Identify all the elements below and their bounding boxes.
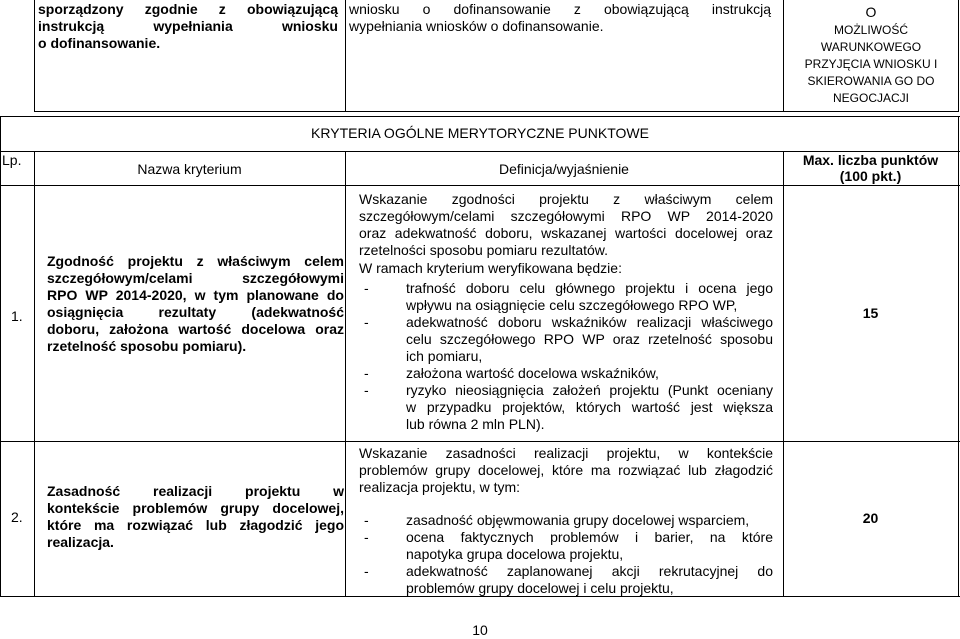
text-line: NEGOCJACJI [832, 91, 909, 105]
grid-line [345, 0, 346, 111]
list-item [359, 529, 773, 563]
text-line: rzetelności sposobu pomiaru rezultatów. [359, 242, 609, 258]
top-cell-2 [349, 1, 771, 35]
grid-line [0, 441, 960, 442]
text-line: w przypadku projektów, których wartość jest większa [406, 399, 773, 415]
header-definition: Definicja/wyjaśnienie [499, 161, 629, 177]
list-item [359, 382, 773, 433]
list-item [359, 365, 773, 382]
text-line: szczegółowym/celami szczegółowymi [47, 270, 344, 286]
header-max-line: (100 pkt.) [839, 168, 902, 184]
text-line: problemów grupy docelowej, które ma rozwiązać lub złagodzić [359, 462, 773, 478]
row-1-definition [359, 191, 773, 433]
dash-marker: - [364, 529, 369, 545]
text-line: zasadność objęwmowania grupy docelowej wsparciem, [406, 512, 750, 528]
dash-marker: - [364, 280, 369, 296]
text-line: wniosku o dofinansowanie z obowiązującą instrukcją [349, 1, 771, 17]
section-title: KRYTERIA OGÓLNE MERYTORYCZNE PUNKTOWE [311, 125, 649, 141]
text-line: kontekście problemów grupy docelowej, [47, 500, 344, 516]
grid-line [0, 116, 960, 117]
text-line: O [865, 4, 877, 20]
text-line: sporządzony zgodnie z obowiązującą [38, 1, 338, 17]
text-line: napotyka grupa docelowa projektu, [406, 546, 624, 562]
list-item [359, 512, 773, 529]
text-line: doboru, założona wartość docelowa oraz [47, 321, 344, 337]
list-item [359, 563, 773, 597]
text-line: celu szczegółowego RPO WP oraz rzetelność sposobu [406, 331, 773, 347]
text-line: rzetelność sposobu pomiaru). [47, 338, 247, 354]
page-number: 10 [472, 622, 488, 638]
text-line: szczegółowym/celami szczegółowymi RPO WP 2014-2020 [359, 208, 773, 224]
grid-line [0, 185, 960, 186]
grid-line [34, 0, 35, 111]
dash-marker: - [364, 314, 369, 330]
dash-marker: - [364, 365, 369, 381]
bullet-list [359, 512, 773, 597]
text-line: ocena faktycznych problemów i barier, na które [406, 529, 773, 545]
text-line: oraz adekwatność doboru, wskazanej wartości docelowej oraz [359, 225, 773, 241]
text-line: wypełniania wniosków o dofinansowanie. [349, 18, 604, 34]
text-line: problemów grupy docelowej i celu projektu, [406, 580, 674, 596]
bullet-list [359, 280, 773, 433]
header-max-line: Max. liczba punktów [802, 152, 939, 168]
grid-line [783, 151, 784, 597]
list-item [359, 314, 773, 365]
list-item [359, 280, 773, 314]
text-line: adekwatność zaplanowanej akcji rekrutacyjnej do [406, 563, 773, 579]
grid-line [34, 151, 35, 597]
text-line: Zgodność projektu z właściwym celem [47, 253, 344, 269]
text-line: adekwatność doboru wskaźników realizacji właściwego [406, 314, 773, 330]
text-line: SKIEROWANIA GO DO [807, 74, 935, 88]
text-line: instrukcją wypełniania wniosku [38, 18, 338, 34]
row-2-max: 20 [862, 510, 879, 526]
dash-marker: - [364, 512, 369, 528]
text-line: ich pomiaru, [406, 348, 483, 364]
grid-line [345, 151, 346, 597]
text-line: o dofinansowanie. [38, 35, 161, 51]
text-line: Zasadność realizacji projektu w [47, 483, 344, 499]
top-cell-1 [38, 1, 338, 52]
text-line: trafność doboru celu głównego projektu i ocena jego [406, 280, 773, 296]
text-line: PRZYJĘCIA WNIOSKU I [804, 57, 938, 71]
text-line: realizacja. [47, 534, 114, 550]
row-2-lp: 2. [11, 509, 23, 525]
row-1-lp: 1. [11, 308, 23, 324]
row-2-definition [359, 445, 773, 597]
text-line: realizacja projektu, w tym: [359, 479, 521, 495]
row-1-name [47, 253, 344, 355]
text-line: Wskazanie zgodności projektu z właściwym celem [359, 191, 773, 207]
grid-line [34, 111, 959, 112]
grid-line [958, 116, 959, 597]
grid-line [958, 0, 959, 111]
header-max [783, 152, 958, 184]
text-line: ryzyko nieosiągnięcia założeń projektu (Punkt oceniany [406, 382, 773, 398]
text-line: WARUNKOWEGO [820, 40, 922, 54]
text-line: Wskazanie zasadności realizacji projektu, w kontekście [359, 445, 773, 461]
header-name: Nazwa kryterium [137, 161, 242, 177]
text-line: które ma rozwiązać lub złagodzić jego [47, 517, 344, 533]
text-line: MOŻLIWOŚĆ [834, 23, 908, 37]
header-lp: Lp. [2, 152, 22, 168]
text-line: RPO WP 2014-2020, w tym planowane do [47, 287, 344, 303]
dash-marker: - [364, 382, 369, 398]
grid-line [0, 116, 1, 597]
row-1-max: 15 [862, 305, 879, 321]
text-line: W ramach kryterium weryfikowana będzie: [359, 260, 622, 276]
text-line: założona wartość docelowa wskaźników, [406, 365, 659, 381]
row-2-name [47, 483, 344, 551]
text-line: lub równa 2 mln PLN). [406, 416, 545, 432]
text-line: wpływu na osiągnięcie celu szczegółowego RPO WP, [406, 297, 738, 313]
text-line: osiągnięcia rezultaty (adekwatność [47, 304, 344, 320]
dash-marker: - [364, 563, 369, 579]
top-cell-3 [784, 2, 958, 107]
